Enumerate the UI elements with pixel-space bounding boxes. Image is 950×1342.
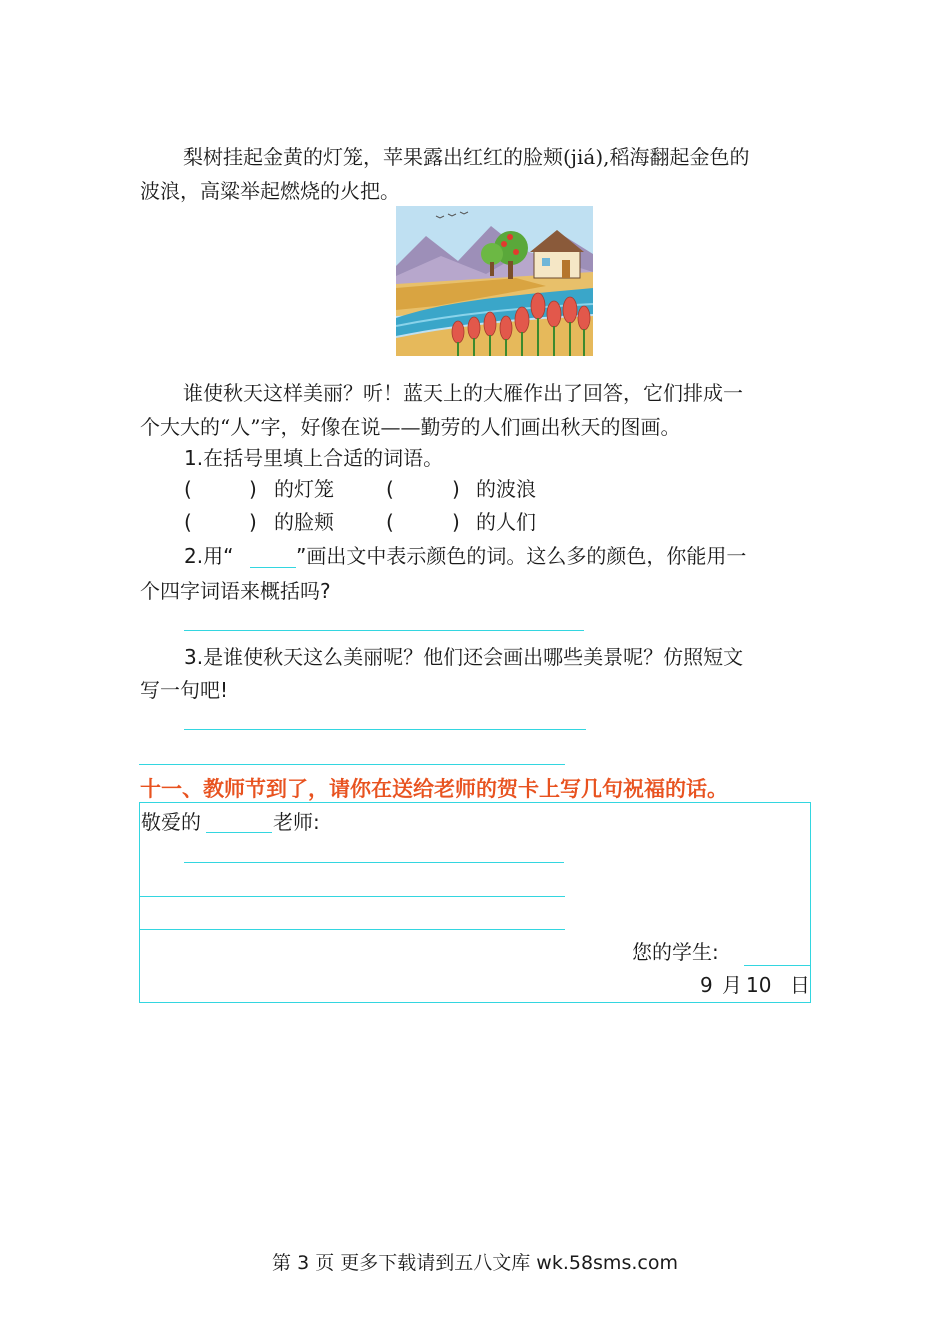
card-line-2[interactable] [139, 896, 565, 897]
underline-example [250, 567, 296, 568]
teacher-name-blank[interactable] [206, 832, 272, 833]
q1-close-paren-1: ) [249, 477, 257, 501]
q1-item-3-text: 的脸颊 [274, 510, 334, 534]
question-2-line-2: 个四字词语来概括吗? [140, 579, 331, 603]
autumn-landscape-illustration [396, 206, 593, 356]
answer-line-q2[interactable] [184, 630, 584, 631]
passage-line-2: 波浪，高粱举起燃烧的火把。 [140, 179, 400, 203]
greeting-suffix: 老师: [273, 810, 320, 834]
q1-item-2-text: 的波浪 [476, 477, 536, 501]
question-2-prefix: 2.用“ [184, 544, 234, 568]
signature-label: 您的学生: [632, 940, 719, 964]
answer-line-q3-1[interactable] [184, 729, 586, 730]
question-3-line-2: 写一句吧! [140, 678, 229, 702]
passage-line-4: 个大大的“人”字，好像在说——勤劳的人们画出秋天的图画。 [140, 415, 681, 439]
passage-line-3: 谁使秋天这样美丽？听！蓝天上的大雁作出了回答，它们排成一 [183, 381, 743, 405]
greeting-prefix: 敬爱的 [141, 810, 201, 834]
date-month: 9 [700, 973, 713, 997]
passage-line-1: 梨树挂起金黄的灯笼，苹果露出红红的脸颊(jiá),稻海翻起金色的 [183, 145, 750, 169]
q1-item-1-text: 的灯笼 [274, 477, 334, 501]
date-day-unit: 日 [790, 973, 810, 997]
date-month-unit: 月 [722, 973, 742, 997]
page-footer: 第 3 页 更多下载请到五八文库 wk.58sms.com [272, 1252, 678, 1274]
q1-open-paren-2: ( [386, 477, 394, 501]
q1-close-paren-3: ) [249, 510, 257, 534]
signature-blank[interactable] [744, 965, 810, 966]
question-3-line-1: 3.是谁使秋天这么美丽呢？他们还会画出哪些美景呢？仿照短文 [184, 645, 744, 669]
q1-open-paren-3: ( [184, 510, 192, 534]
card-line-3[interactable] [139, 929, 565, 930]
answer-line-q3-2[interactable] [139, 764, 565, 765]
date-day: 10 [746, 973, 772, 997]
q1-open-paren-4: ( [386, 510, 394, 534]
q1-close-paren-4: ) [452, 510, 460, 534]
question-1-prompt: 1.在括号里填上合适的词语。 [184, 446, 444, 470]
q1-open-paren-1: ( [184, 477, 192, 501]
section-11-heading: 十一、教师节到了，请你在送给老师的贺卡上写几句祝福的话。 [140, 777, 728, 801]
question-2-suffix: ”画出文中表示颜色的词。这么多的颜色，你能用一 [296, 544, 747, 568]
q1-item-4-text: 的人们 [476, 510, 536, 534]
card-line-1[interactable] [184, 862, 564, 863]
q1-close-paren-2: ) [452, 477, 460, 501]
